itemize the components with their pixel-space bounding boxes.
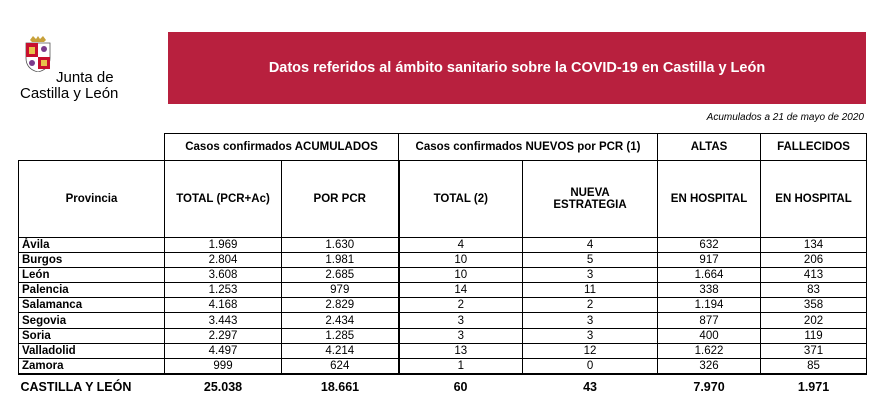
header-por-pcr: POR PCR — [282, 161, 399, 238]
value-cell: 2.434 — [282, 313, 399, 328]
value-cell: 119 — [761, 328, 867, 343]
value-cell: 338 — [658, 283, 761, 298]
table-body — [19, 238, 867, 374]
value-cell: 4.497 — [165, 343, 282, 358]
value-cell: 3 — [523, 268, 658, 283]
province-cell: Segovia — [19, 313, 165, 328]
total-value-cell: 25.038 — [165, 374, 282, 399]
header-nueva: NUEVA — [570, 187, 610, 199]
table-row — [19, 328, 867, 343]
value-cell: 2.297 — [165, 328, 282, 343]
value-cell: 1.630 — [282, 238, 399, 253]
value-cell: 979 — [282, 283, 399, 298]
header-en-hospital-fallecidos: EN HOSPITAL — [761, 161, 867, 238]
banner-title: Datos referidos al ámbito sanitario sobre la COVID-19 en Castilla y León — [268, 60, 766, 76]
value-cell: 1.194 — [658, 298, 761, 313]
table-row — [19, 358, 867, 374]
junta-logo — [20, 36, 140, 102]
province-cell: León — [19, 268, 165, 283]
total-row — [19, 374, 867, 399]
value-cell: 10 — [399, 268, 523, 283]
total-value-cell: 43 — [523, 374, 658, 399]
value-cell: 4 — [399, 238, 523, 253]
value-cell: 3 — [523, 328, 658, 343]
coat-of-arms-icon — [24, 36, 52, 72]
value-cell: 4.168 — [165, 298, 282, 313]
value-cell: 1.622 — [658, 343, 761, 358]
total-value-cell: 7.970 — [658, 374, 761, 399]
table-row — [19, 298, 867, 313]
value-cell: 632 — [658, 238, 761, 253]
province-cell: Ávila — [19, 238, 165, 253]
province-cell: Palencia — [19, 283, 165, 298]
value-cell: 134 — [761, 238, 867, 253]
value-cell: 400 — [658, 328, 761, 343]
value-cell: 1.981 — [282, 253, 399, 268]
value-cell: 13 — [399, 343, 523, 358]
value-cell: 326 — [658, 358, 761, 374]
value-cell: 371 — [761, 343, 867, 358]
logo-line-1: Junta de — [56, 69, 114, 86]
value-cell: 2 — [523, 298, 658, 313]
header-total-pcr-ac: TOTAL (PCR+Ac) — [165, 161, 282, 238]
sub-header-row — [19, 161, 867, 238]
value-cell: 358 — [761, 298, 867, 313]
value-cell: 206 — [761, 253, 867, 268]
value-cell: 0 — [523, 358, 658, 374]
total-label-cell: CASTILLA Y LEÓN — [19, 374, 165, 399]
header-nueva-estrategia — [523, 161, 658, 238]
value-cell: 1.285 — [282, 328, 399, 343]
province-cell: Valladolid — [19, 343, 165, 358]
value-cell: 5 — [523, 253, 658, 268]
province-cell: Zamora — [19, 358, 165, 374]
empty-corner — [19, 134, 165, 161]
province-cell: Soria — [19, 328, 165, 343]
table-row — [19, 238, 867, 253]
header-total-2: TOTAL (2) — [399, 161, 523, 238]
value-cell: 3 — [399, 328, 523, 343]
date-note: Acumulados a 21 de mayo de 2020 — [706, 112, 864, 123]
header-estrategia: ESTRATEGIA — [553, 199, 627, 211]
province-cell: Burgos — [19, 253, 165, 268]
covid-data-table — [18, 133, 867, 399]
header-nuevos: Casos confirmados NUEVOS por PCR (1) — [399, 134, 658, 161]
value-cell: 999 — [165, 358, 282, 374]
value-cell: 1.253 — [165, 283, 282, 298]
value-cell: 14 — [399, 283, 523, 298]
table-row — [19, 253, 867, 268]
value-cell: 83 — [761, 283, 867, 298]
value-cell: 3 — [399, 313, 523, 328]
value-cell: 1.664 — [658, 268, 761, 283]
header-altas: ALTAS — [658, 134, 761, 161]
value-cell: 3 — [523, 313, 658, 328]
value-cell: 3.443 — [165, 313, 282, 328]
value-cell: 1.969 — [165, 238, 282, 253]
value-cell: 917 — [658, 253, 761, 268]
total-value-cell: 1.971 — [761, 374, 867, 399]
value-cell: 413 — [761, 268, 867, 283]
header-fallecidos: FALLECIDOS — [761, 134, 867, 161]
province-cell: Salamanca — [19, 298, 165, 313]
table-row — [19, 283, 867, 298]
value-cell: 85 — [761, 358, 867, 374]
table-row — [19, 313, 867, 328]
title-banner — [168, 32, 866, 104]
value-cell: 202 — [761, 313, 867, 328]
table-row — [19, 268, 867, 283]
value-cell: 12 — [523, 343, 658, 358]
logo-line-2: Castilla y León — [20, 85, 119, 102]
value-cell: 2.804 — [165, 253, 282, 268]
value-cell: 2.685 — [282, 268, 399, 283]
value-cell: 3.608 — [165, 268, 282, 283]
value-cell: 624 — [282, 358, 399, 374]
header-acumulados: Casos confirmados ACUMULADOS — [165, 134, 399, 161]
total-value-cell: 18.661 — [282, 374, 399, 399]
value-cell: 1 — [399, 358, 523, 374]
header-en-hospital-altas: EN HOSPITAL — [658, 161, 761, 238]
value-cell: 4.214 — [282, 343, 399, 358]
value-cell: 877 — [658, 313, 761, 328]
value-cell: 4 — [523, 238, 658, 253]
table-row — [19, 343, 867, 358]
value-cell: 2 — [399, 298, 523, 313]
total-value-cell: 60 — [399, 374, 523, 399]
value-cell: 2.829 — [282, 298, 399, 313]
header-provincia: Provincia — [19, 161, 165, 238]
value-cell: 10 — [399, 253, 523, 268]
value-cell: 11 — [523, 283, 658, 298]
group-header-row — [19, 134, 867, 161]
